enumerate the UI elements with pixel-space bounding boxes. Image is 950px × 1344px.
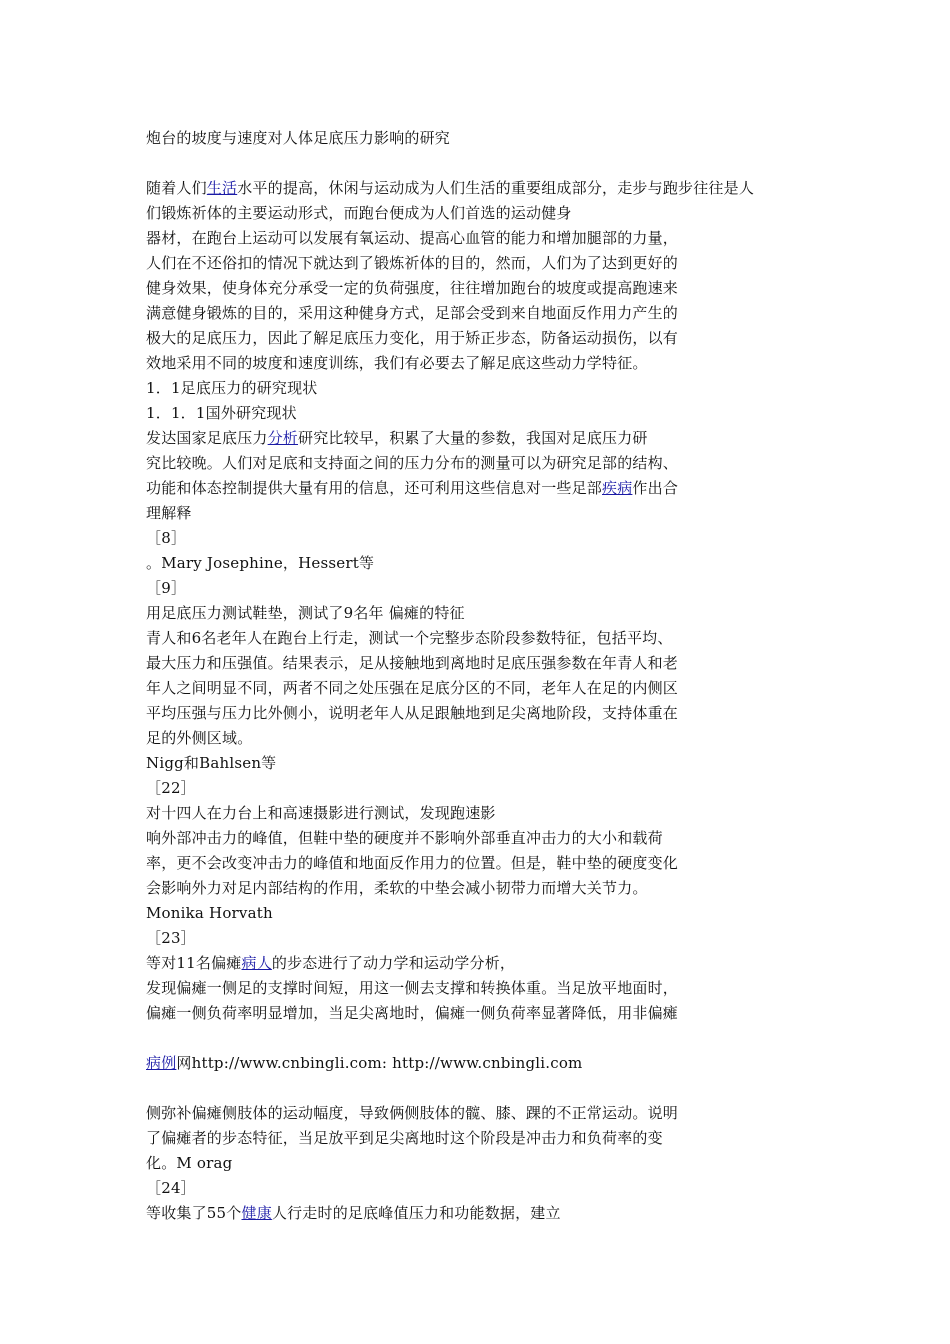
text-span: 随着人们 (146, 179, 207, 197)
paragraph-line: 响外部冲击力的峰值，但鞋中垫的硬度并不影响外部垂直冲击力的大小和载荷 (146, 829, 663, 847)
paragraph-line: 。Mary Josephine，Hessert等 (146, 554, 375, 572)
link-jibing[interactable]: 疾病 (602, 479, 633, 497)
paragraph-line: 效地采用不同的坡度和速度训练，我们有必要去了解足底这些动力学特征。 (146, 354, 648, 372)
text-span: 人行走时的足底峰值压力和功能数据，建立 (271, 1204, 561, 1222)
paragraph-line (146, 951, 826, 976)
link-bingli[interactable]: 病例 (146, 1054, 177, 1072)
paragraph-line: 极大的足底压力，因此了解足底压力变化，用于矫正步态，防备运动损伤，以有 (146, 329, 679, 347)
paragraph-line (146, 1201, 826, 1226)
paragraph-line: Nigg和Bahlsen等 (146, 754, 277, 772)
text-span: 等对11名偏瘫 (146, 954, 242, 972)
reference-marker: ［23］ (146, 929, 196, 947)
paragraph-line: 偏瘫一侧负荷率明显增加，当足尖离地时，偏瘫一侧负荷率显著降低，用非偏瘫 (146, 1004, 679, 1022)
paragraph-line: 率，更不会改变冲击力的峰值和地面反作用力的位置。但是，鞋中垫的硬度变化 (146, 854, 679, 872)
reference-marker: ［22］ (146, 779, 196, 797)
paragraph-line (146, 426, 826, 451)
reference-marker: ［9］ (146, 579, 187, 597)
text-span: 发达国家足底压力 (146, 429, 268, 447)
paragraph-line: 侧弥补偏瘫侧肢体的运动幅度，导致俩侧肢体的髋、膝、踝的不正常运动。说明 (146, 1104, 679, 1122)
link-jiankang[interactable]: 健康 (241, 1204, 272, 1222)
text-span: 研究比较早，积累了大量的参数，我国对足底压力研 (298, 429, 648, 447)
paragraph-line: 理解释 (146, 504, 192, 522)
paragraph-line: 究比较晚。人们对足底和支持面之间的压力分布的测量可以为研究足部的结构、 (146, 454, 679, 472)
paragraph-line: 人们在不还俗扣的情况下就达到了锻炼祈体的目的，然而，人们为了达到更好的 (146, 254, 679, 272)
paragraph-line: 化。M orag (146, 1154, 233, 1172)
paragraph-line: 足的外侧区域。 (146, 729, 253, 747)
paragraph-line: 器材，在跑台上运动可以发展有氧运动、提高心血管的能力和增加腿部的力量， (146, 229, 679, 247)
subsection-heading: 1．1．1国外研究现状 (146, 404, 297, 422)
paragraph-line: 们锻炼祈体的主要运动形式，而跑台便成为人们首选的运动健身 (146, 204, 572, 222)
paragraph-line: 最大压力和压强值。结果表示，足从接触地到离地时足底压强参数在年青人和老 (146, 654, 679, 672)
source-url-text: 网http://www.cnbingli.com: http://www.cnbingli.com (176, 1054, 583, 1072)
text-span: 作出合 (632, 479, 679, 497)
paragraph-line: 会影响外力对足内部结构的作用，柔软的中垫会减小韧带力而增大关节力。 (146, 879, 648, 897)
paragraph-line: 平均压强与压力比外侧小，说明老年人从足跟触地到足尖离地阶段，支持体重在 (146, 704, 679, 722)
paragraph-line: 年人之间明显不同，两者不同之处压强在足底分区的不同，老年人在足的内侧区 (146, 679, 679, 697)
link-bingren[interactable]: 病人 (241, 954, 272, 972)
text-span: 功能和体态控制提供大量有用的信息，还可利用这些信息对一些足部 (146, 479, 603, 497)
text-span: 等收集了55个 (146, 1204, 242, 1222)
text-span: 水平的提高，休闲与运动成为人们生活的重要组成部分，走步与跑步往往是人 (237, 179, 755, 197)
paragraph-line: 健身效果，使身体充分承受一定的负荷强度，往往增加跑台的坡度或提高跑速来 (146, 279, 679, 297)
document-body (146, 126, 826, 1226)
reference-marker: ［24］ (146, 1179, 196, 1197)
paragraph-line: 满意健身锻炼的目的，采用这种健身方式，足部会受到来自地面反作用力产生的 (146, 304, 679, 322)
paragraph-line: 对十四人在力台上和高速摄影进行测试，发现跑速影 (146, 804, 496, 822)
paragraph-line: 用足底压力测试鞋垫，测试了9名年 偏瘫的特征 (146, 604, 465, 622)
paragraph-line (146, 176, 826, 201)
paragraph-line: 了偏瘫者的步态特征，当足放平到足尖离地时这个阶段是冲击力和负荷率的变 (146, 1129, 663, 1147)
document-title: 炮台的坡度与速度对人体足底压力影响的研究 (146, 129, 451, 147)
text-span: 的步态进行了动力学和运动学分析， (271, 954, 516, 972)
paragraph-line: 青人和6名老年人在跑台上行走，测试一个完整步态阶段参数特征，包括平均、 (146, 629, 673, 647)
paragraph-line: Monika Horvath (146, 904, 273, 922)
paragraph-line: 发现偏瘫一侧足的支撑时间短，用这一侧去支撑和转换体重。当足放平地面时， (146, 979, 679, 997)
reference-marker: ［8］ (146, 529, 187, 547)
paragraph-line (146, 476, 826, 501)
link-fenxi[interactable]: 分析 (267, 429, 299, 447)
source-note (146, 1051, 826, 1076)
link-shenghuo[interactable]: 生活 (206, 179, 238, 197)
section-heading: 1．1足底压力的研究现状 (146, 379, 318, 397)
